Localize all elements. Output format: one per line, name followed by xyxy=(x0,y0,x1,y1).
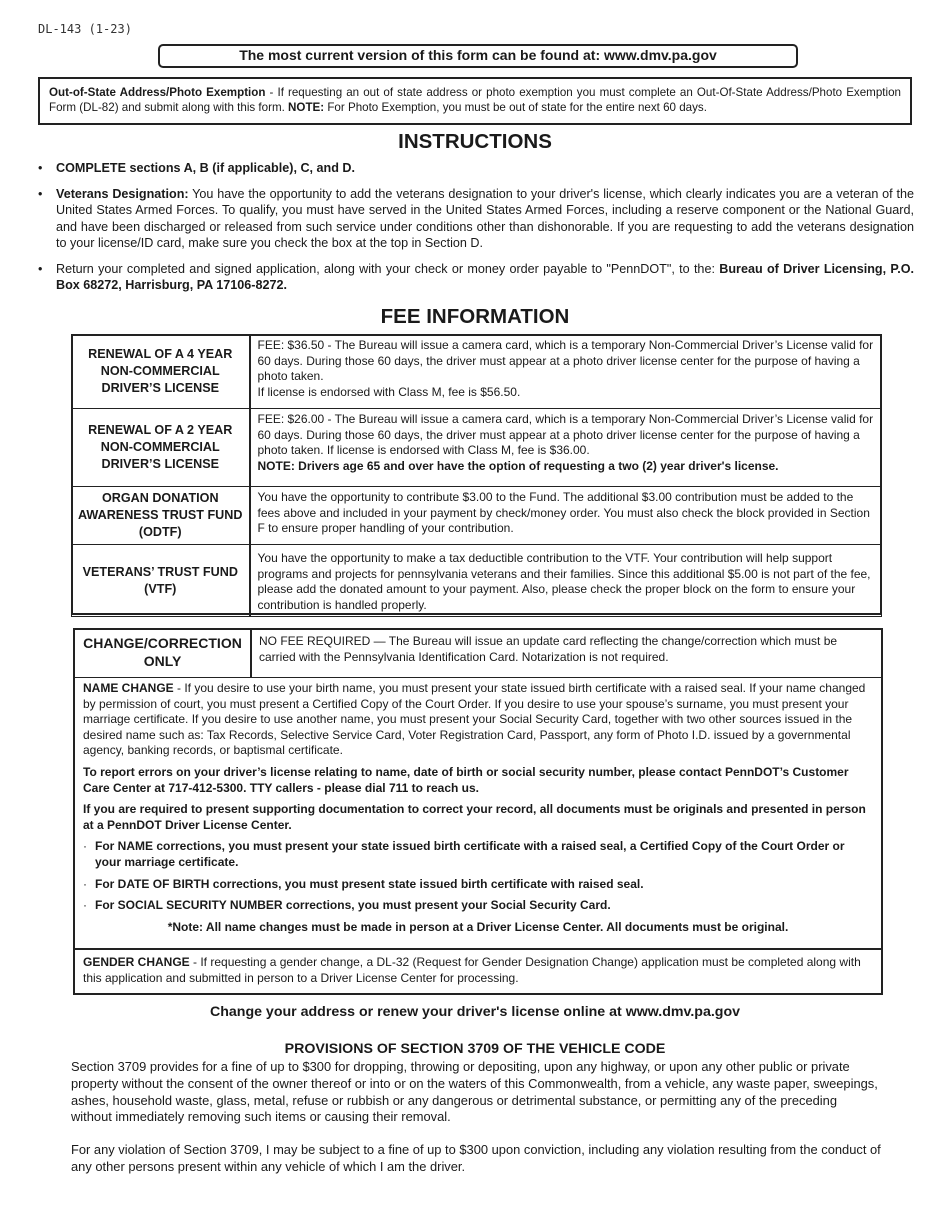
fee-row-label: RENEWAL OF A 2 YEAR NON-COMMERCIAL DRIVER’S LICENSE xyxy=(72,409,250,487)
table-row xyxy=(72,335,882,409)
bullet-icon: • xyxy=(38,261,43,276)
change-correction-box xyxy=(73,628,883,995)
report-errors-text: To report errors on your driver’s license relating to name, date of birth or social security number, please contact PennDOT’s Customer Care Center at 717-412-5300. TTY callers - please dial 711 to reach us. xyxy=(83,764,849,795)
table-row xyxy=(72,487,882,545)
return-instructions-text: Return your completed and signed application, along with your check or money order payable to "PennDOT", to the: xyxy=(56,261,720,276)
fee-row-note: NOTE: Drivers age 65 and over have the option of requesting a two (2) year driver's license. xyxy=(257,458,779,473)
change-desc: NO FEE REQUIRED — The Bureau will issue an update card reflecting the change/correction which must be carried with the Pennsylvania Identification Card. Notarization is not required. xyxy=(259,634,838,664)
correction-item-text: For SOCIAL SECURITY NUMBER corrections, you must present your Social Security Card. xyxy=(95,898,611,913)
name-change-label: NAME CHANGE xyxy=(83,681,174,695)
gender-change-text: - If requesting a gender change, a DL-32 (Request for Gender Designation Change) application must be completed along with this application and submitted in person to a Driver License Center for processing. xyxy=(83,955,861,985)
fee-row-label: RENEWAL OF A 4 YEAR NON-COMMERCIAL DRIVER’S LICENSE xyxy=(72,335,250,409)
instruction-item xyxy=(38,261,914,294)
provisions-para2: For any violation of Section 3709, I may be subject to a fine of up to $300 upon conviction, including any violation resulting from the conduct of any other persons present within any vehicle of which I am the driver. xyxy=(71,1142,881,1174)
table-row xyxy=(72,409,882,487)
change-label: CHANGE/CORRECTION ONLY xyxy=(75,630,252,677)
supporting-docs-text: If you are required to present supporting documentation to correct your record, all documents must be originals and presented in person at a PennDOT Driver License Center. xyxy=(83,802,866,832)
mailing-address: Bureau of Driver Licensing, P.O. Box 68272, Harrisburg, PA 17106-8272. xyxy=(56,261,914,292)
fee-row-label: ORGAN DONATION AWARENESS TRUST FUND (ODTF) xyxy=(72,487,250,545)
form-id: DL-143 (1-23) xyxy=(38,22,132,36)
current-version-banner: The most current version of this form can be found at: www.dmv.pa.gov xyxy=(158,44,798,68)
correction-item-text: For DATE OF BIRTH corrections, you must present state issued birth certificate with raised seal. xyxy=(95,876,644,891)
instruction-item xyxy=(38,186,914,252)
exemption-box xyxy=(38,77,912,125)
veterans-designation-label: Veterans Designation: xyxy=(56,186,189,201)
veterans-designation-text: You have the opportunity to add the veterans designation to your driver's license, which clearly indicates you are a veteran of the United States Armed Forces. To qualify, you must have served in the United States Armed Forces, including a reserve component or the National Guard, and have been discharged or released from such service under conditions other than dishonorable. If you are requesting to add the veterans designation to your license/ID card, make sure you check the box at the top in Section D. xyxy=(56,186,914,250)
fee-row-desc: You have the opportunity to contribute $3.00 to the Fund. The additional $3.00 contribution must be added to the fees above and included in your payment by check/money order. You must also check the block provided in Section F to ensure proper handling of your contribution. xyxy=(257,490,870,536)
exemption-note-label: NOTE: xyxy=(288,101,325,114)
exemption-title: Out-of-State Address/Photo Exemption xyxy=(49,86,266,99)
instructions-list xyxy=(38,160,914,303)
name-change-para xyxy=(83,681,873,759)
bullet-icon: · xyxy=(83,876,87,891)
fee-row-desc: FEE: $36.50 - The Bureau will issue a camera card, which is a temporary Non-Commercial Driver’s License valid for 60 days. During those 60 days, the driver must appear at a photo driver license center for the purpose of having a photo taken. xyxy=(257,338,874,384)
fee-row-desc: FEE: $26.00 - The Bureau will issue a camera card, which is a temporary Non-Commercial Driver’s License valid for 60 days. During those 60 days, the driver must appear at a photo driver license center for the purpose of having a photo taken. If license is endorsed with Class M, fee is $36.00. xyxy=(257,412,874,458)
bullet-icon: · xyxy=(83,839,87,854)
instruction-complete: COMPLETE sections A, B (if applicable), C, and D. xyxy=(56,161,356,175)
fee-info-title: FEE INFORMATION xyxy=(380,305,570,328)
exemption-note-text: For Photo Exemption, you must be out of state for the entire next 60 days. xyxy=(324,101,707,114)
online-notice: Change your address or renew your driver's license online at www.dmv.pa.gov xyxy=(209,1004,741,1020)
fee-row-desc: You have the opportunity to make a tax deductible contribution to the VTF. Your contribution will help support programs and projects for pennsylvania veterans and their families. Since this additional $5.00 is not part of the fee, please add the donated amount to your payment. Also, please check the proper block on the form to ensure your contribution is handled properly. xyxy=(257,551,871,612)
fee-row-text xyxy=(250,409,882,487)
bullet-icon: • xyxy=(38,161,43,175)
list-item xyxy=(83,839,873,870)
provisions-title: PROVISIONS OF SECTION 3709 OF THE VEHICLE CODE xyxy=(284,1041,666,1057)
change-header xyxy=(75,630,881,678)
gender-change-label: GENDER CHANGE xyxy=(83,955,190,969)
exemption-text: - If requesting an out of state address or photo exemption you must complete an Out-Of-State Address/Photo Exemption Form (DL-82) and submit along with this form. xyxy=(49,86,901,114)
bullet-icon: · xyxy=(83,898,87,913)
instruction-item xyxy=(38,160,914,177)
bullet-icon: • xyxy=(38,186,43,201)
provisions-para1: Section 3709 provides for a fine of up to $300 for dropping, throwing or depositing, upon any highway, or upon any other public or private property without the consent of the owner thereof or into or on the waters of this Commonwealth, from a vehicle, any waste paper, sweepings, ashes, household waste, glass, metal, refuse or rubbish or any dangerous or detrimental substance, or permitting any of the preceding without immediately removing such items or causing their removal. xyxy=(71,1059,878,1125)
report-errors-para xyxy=(83,765,873,796)
name-change-text: - If you desire to use your birth name, you must present your state issued birth certificate with a raised seal. If your name changed by permission of court, you must present a Certified Copy of the Court Order. If you desire to use your spouse’s surname, you must present your marriage certificate. If you desire to use another name, you must present your Social Security Card, together with two other sources issued in the desired name such as: Tax Records, Selective Service Card, Voter Registration Card, Passport, any form of Photo I.D. issued by a governmental agency, banking records, or baptismal certificate. xyxy=(83,681,866,758)
supporting-docs-para xyxy=(83,802,873,833)
fee-row-label: VETERANS’ TRUST FUND (VTF) xyxy=(72,545,250,617)
list-item xyxy=(83,877,873,893)
fee-row-desc2: If license is endorsed with Class M, fee is $56.50. xyxy=(257,384,521,399)
change-body xyxy=(75,678,881,950)
list-item xyxy=(83,898,873,914)
instructions-title: INSTRUCTIONS xyxy=(398,130,552,153)
gender-change-para xyxy=(75,950,881,991)
fee-row-text xyxy=(250,487,882,545)
provisions-text xyxy=(71,1059,881,1192)
fee-row-text xyxy=(250,335,882,409)
fee-table xyxy=(71,334,882,617)
correction-item-text: For NAME corrections, you must present your state issued birth certificate with a raised seal, a Certified Copy of the Court Order or your marriage certificate. xyxy=(95,839,845,869)
fee-row-text xyxy=(250,545,882,617)
table-row xyxy=(72,545,882,617)
name-change-note: *Note: All name changes must be made in person at a Driver License Center. All documents must be original. xyxy=(167,919,789,934)
